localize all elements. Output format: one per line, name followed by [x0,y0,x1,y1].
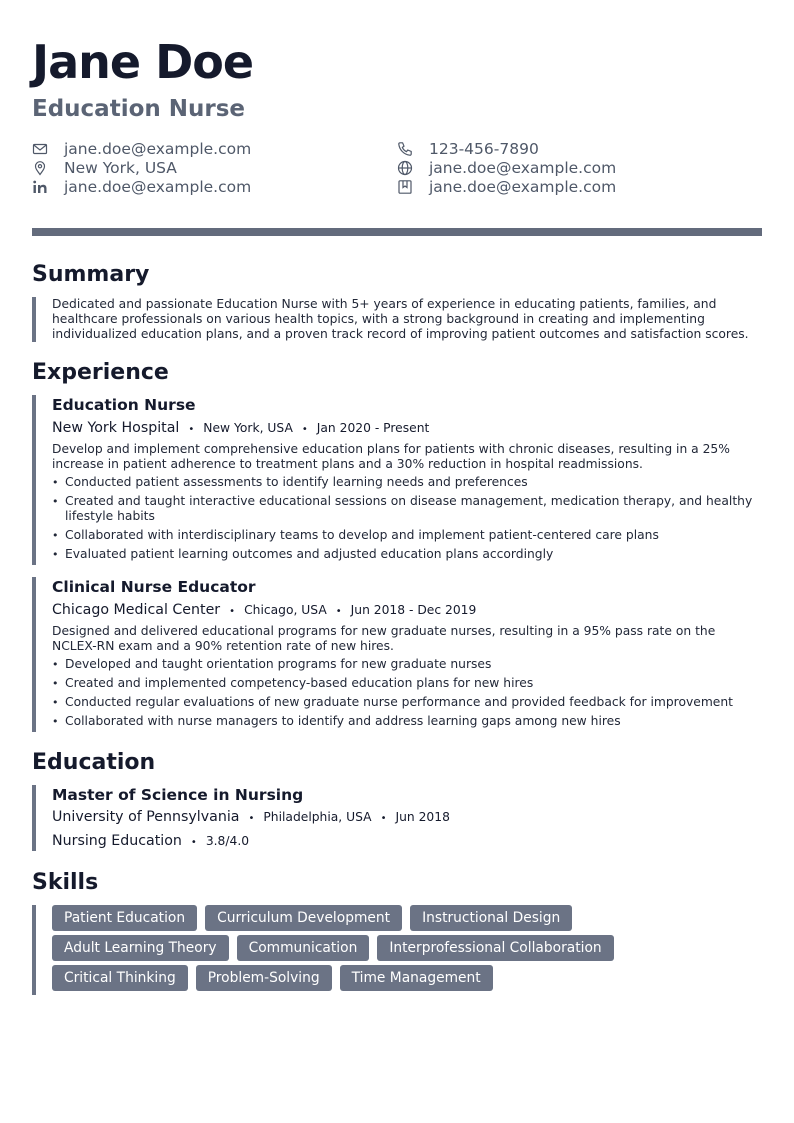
bullet-item: • Conducted regular evaluations of new graduate nurse performance and provided feedback for improvement [52,695,762,710]
degree-title: Master of Science in Nursing [52,786,304,804]
skill-chip: Patient Education [52,905,197,931]
separator-dot: • [380,813,387,824]
skills-block [32,905,762,995]
job-entry [32,395,762,565]
separator-dot: • [188,424,195,435]
school-name: University of Pennsylvania [52,809,240,825]
contact-other[interactable] [397,177,616,196]
bullet-item: • Developed and taught orientation programs for new graduate nurses [52,657,762,672]
job-bullets [52,657,762,729]
job-description: Designed and delivered educational programs for new graduate nurses, resulting in a 95% pass rate on the NCLEX-RN exam and a 90% retention rate of new hires. [52,624,716,653]
contact-linkedin-text: jane.doe@example.com [64,177,252,196]
skill-chip: Instructional Design [410,905,572,931]
summary-text: Dedicated and passionate Education Nurse with 5+ years of experience in educating patients, families, and healthcare professionals on various health topics, with a strong background in creating and implementing individualized education plans, and a proven track record of improving patient outcomes and satisfaction scores. [52,297,749,341]
contact-other-text: jane.doe@example.com [429,177,617,196]
bullet-item: • Conducted patient assessments to identify learning needs and preferences [52,475,762,490]
email-icon [32,141,48,157]
skill-chip: Interprofessional Collaboration [377,935,613,961]
job-meta [52,418,762,440]
skill-chip: Communication [237,935,370,961]
education-heading: Education [32,750,156,775]
job-entry [32,577,762,732]
education-field [52,831,762,853]
contact-email-text: jane.doe@example.com [64,139,252,158]
bullet-item: • Collaborated with nurse managers to identify and address learning gaps among new hires [52,714,762,729]
separator-dot: • [301,424,308,435]
globe-icon [397,160,413,176]
contact-phone[interactable] [397,139,539,158]
separator-dot: • [229,606,236,617]
job-title: Education Nurse [52,396,196,414]
job-meta [52,600,762,622]
contact-phone-text: 123-456-7890 [429,139,539,158]
skill-chip: Problem-Solving [196,965,332,991]
separator-dot: • [190,837,197,848]
separator-dot: • [335,606,342,617]
candidate-name: Jane Doe [32,35,254,89]
job-dates: Jan 2020 - Present [316,421,430,435]
contact-website[interactable] [397,158,616,177]
experience-heading: Experience [32,360,169,385]
job-company: Chicago Medical Center [52,602,221,618]
separator-dot: • [248,813,255,824]
job-company: New York Hospital [52,420,180,436]
job-dates: Jun 2018 - Dec 2019 [350,603,477,617]
bullet-item: • Collaborated with interdisciplinary teams to develop and implement patient-centered care plans [52,528,762,543]
summary-block [32,297,762,342]
contact-email[interactable] [32,139,251,158]
job-title: Clinical Nurse Educator [52,578,256,596]
job-bullets [52,475,762,562]
bullet-item: • Created and implemented competency-based education plans for new hires [52,676,762,691]
education-meta [52,807,762,829]
bookmark-icon [397,179,413,195]
field-of-study: Nursing Education [52,833,182,849]
skill-chips [52,905,752,991]
summary-heading: Summary [32,262,150,287]
contact-location [32,158,177,177]
skills-heading: Skills [32,870,99,895]
bullet-item: • Created and taught interactive educational sessions on disease management, medication therapy, and healthy lifestyle habits [52,494,762,524]
linkedin-icon [32,179,48,195]
job-location: New York, USA [203,421,293,435]
job-location: Chicago, USA [244,603,327,617]
contact-website-text: jane.doe@example.com [429,158,617,177]
skill-chip: Critical Thinking [52,965,188,991]
bullet-item: • Evaluated patient learning outcomes and adjusted education plans accordingly [52,547,762,562]
skill-chip: Adult Learning Theory [52,935,229,961]
school-location: Philadelphia, USA [263,810,372,824]
skill-chip: Curriculum Development [205,905,402,931]
contact-block [32,139,762,199]
job-description: Develop and implement comprehensive education plans for patients with chronic diseases, resulting in a 25% increase in patient adherence to treatment plans and a 30% reduction in hospital readmissions. [52,442,730,471]
candidate-title: Education Nurse [32,96,246,122]
header-divider [32,228,762,236]
skill-chip: Time Management [340,965,493,991]
location-icon [32,160,48,176]
contact-linkedin[interactable] [32,177,251,196]
phone-icon [397,141,413,157]
gpa: 3.8/4.0 [205,834,250,848]
education-entry [32,785,762,851]
graduation-date: Jun 2018 [395,810,450,824]
contact-location-text: New York, USA [64,158,177,177]
